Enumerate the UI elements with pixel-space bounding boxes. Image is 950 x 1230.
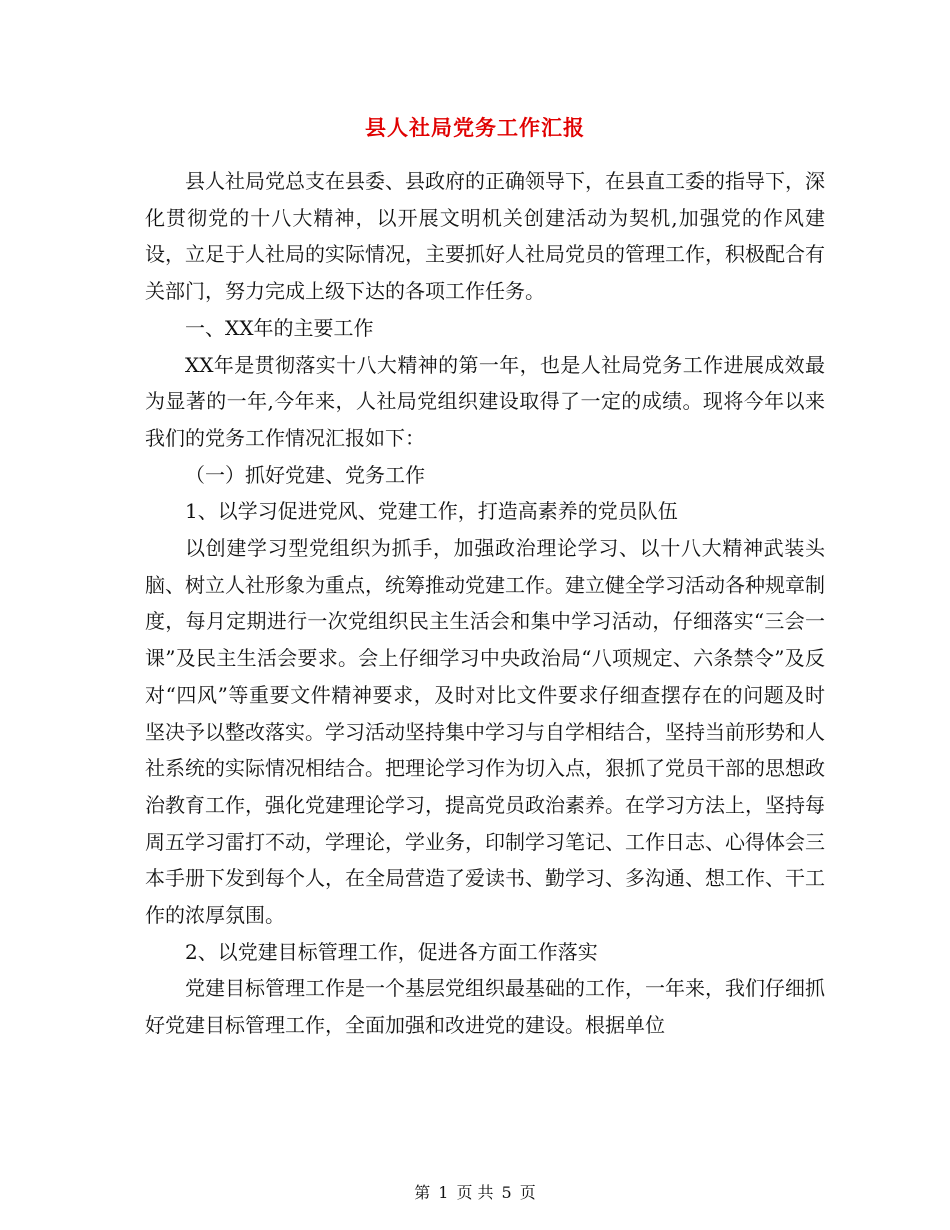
footer-prefix: 第 [414,1183,431,1202]
page-title: 县人社局党务工作汇报 [365,115,585,140]
heading-section-1: 一、XX年的主要工作 [185,315,374,340]
heading-item-2: 2、以党建目标管理工作，促进各方面工作落实 [185,939,598,964]
paragraph-overview: XX年是贯彻落实十八大精神的第一年，也是人社局党务工作进展成效最为显著的一年,今年来，人社局党组织建设取得了一定的成绩。现将今年以来我们的党务工作情况汇报如下： [145,352,825,450]
paragraph-item-2: 党建目标管理工作是一个基层党组织最基础的工作，一年来，我们仔细抓好党建目标管理工作，全面加强和改进党的建设。根据单位 [145,976,825,1038]
document-body [145,163,825,1044]
heading-subsection-1: （一）抓好党建、党务工作 [185,462,425,487]
footer-suffix: 页 [519,1183,536,1202]
page-footer [0,1180,950,1203]
heading-item-1: 1、以学习促进党风、党建工作，打造高素养的党员队伍 [185,499,678,524]
footer-total-pages: 5 [501,1183,512,1202]
footer-page-number: 1 [438,1183,449,1202]
paragraph-item-1: 以创建学习型党组织为抓手，加强政治理论学习、以十八大精神武装头脑、树立人社形象为重点，统筹推动党建工作。建立健全学习活动各种规章制度，每月定期进行一次党组织民主生活会和集中学习活动，仔细落实“三会一课”及民主生活会要求。会上仔细学习中央政治局“八项规定、六条禁令”及反对“四风”等重要文件精神要求，及时对比文件要求仔细查摆存在的问题及时坚决予以整改落实。学习活动坚持集中学习与自学相结合，坚持当前形势和人社系统的实际情况相结合。把理论学习作为切入点，狠抓了党员干部的思想政治教育工作，强化党建理论学习，提高党员政治素养。在学习方法上，坚持每周五学习雷打不动，学理论，学业务，印制学习笔记、工作日志、心得体会三本手册下发到每个人，在全局营造了爱读书、勤学习、多沟通、想工作、干工作的浓厚氛围。 [145,536,825,928]
footer-middle: 页 共 [456,1183,494,1202]
paragraph-intro: 县人社局党总支在县委、县政府的正确领导下，在县直工委的指导下，深化贯彻党的十八大精神，以开展文明机关创建活动为契机,加强党的作风建设，立足于人社局的实际情况，主要抓好人社局党员的管理工作，积极配合有关部门，努力完成上级下达的各项工作任务。 [145,169,825,304]
